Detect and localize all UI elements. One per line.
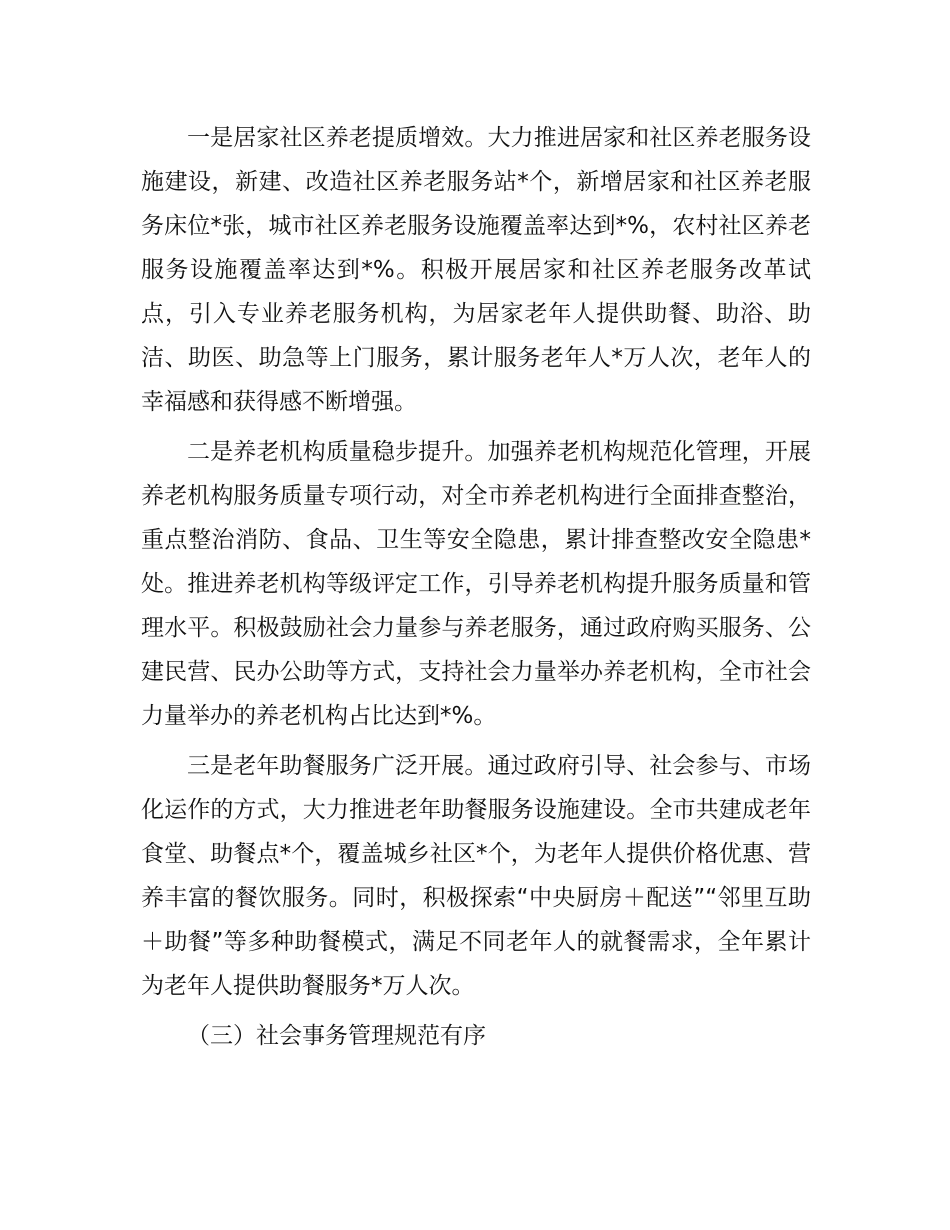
paragraph-home-community-elderly-care: 一是居家社区养老提质增效。大力推进居家和社区养老服务设施建设，新建、改造社区养老服务站*个，新增居家和社区养老服务床位*张，城市社区养老服务设施覆盖率达到*%，农村社区养老服务设施覆盖率达到*%。积极开展居家和社区养老服务改革试点，引入专业养老服务机构，为居家老年人提供助餐、助浴、助洁、助医、助急等上门服务，累计服务老年人*万人次，老年人的幸福感和获得感不断增强。 bbox=[141, 125, 811, 415]
paragraph-elderly-meal-services: 三是老年助餐服务广泛开展。通过政府引导、社会参与、市场化运作的方式，大力推进老年助餐服务设施建设。全市共建成老年食堂、助餐点*个，覆盖城乡社区*个，为老年人提供价格优惠、营养丰富的餐饮服务。同时，积极探索“中央厨房＋配送”“邻里互助＋助餐”等多种助餐模式，满足不同老年人的就餐需求，全年累计为老年人提供助餐服务*万人次。 bbox=[141, 753, 811, 999]
section-heading: （三）社会事务管理规范有序 bbox=[187, 1023, 486, 1049]
document-body bbox=[141, 116, 811, 1058]
paragraph-elderly-institutions-quality: 二是养老机构质量稳步提升。加强养老机构规范化管理，开展养老机构服务质量专项行动，对全市养老机构进行全面排查整治，重点整治消防、食品、卫生等安全隐患，累计排查整改安全隐患*处。推进养老机构等级评定工作，引导养老机构提升服务质量和管理水平。积极鼓励社会力量参与养老服务，通过政府购买服务、公建民营、民办公助等方式，支持社会力量举办养老机构，全市社会力量举办的养老机构占比达到*%。 bbox=[141, 439, 811, 729]
